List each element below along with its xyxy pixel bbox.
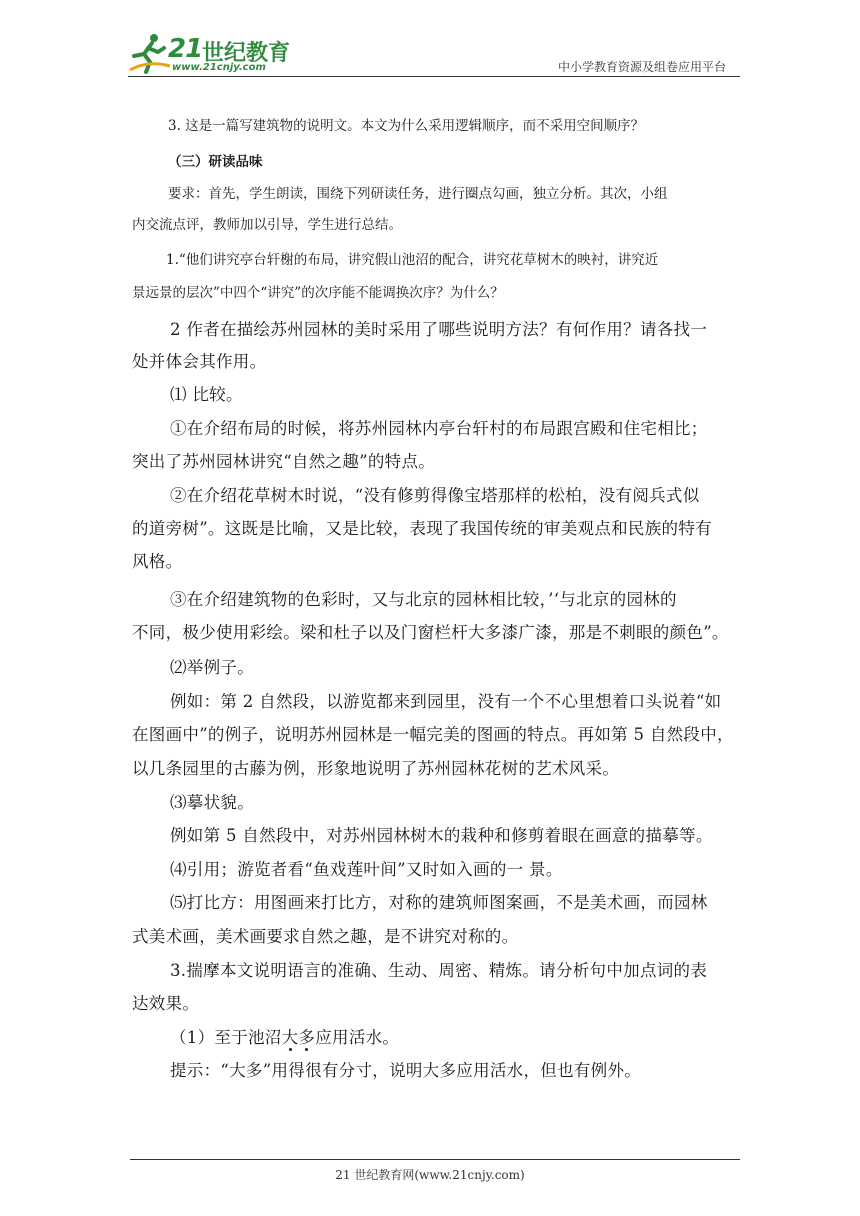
header-divider xyxy=(128,76,740,77)
comparison-3-line-2: 不同，极少使用彩绘。梁和杜子以及门窗栏杆大多漆广漆，那是不刺眼的颜色”。 xyxy=(132,623,729,642)
method-3-heading: ⑶摹状貌。 xyxy=(170,793,254,812)
method-2-heading: ⑵举例子。 xyxy=(170,658,254,677)
method-4-line: ⑷引用；游览者看“鱼戏莲叶间”又时如入画的一 景。 xyxy=(170,860,563,879)
comparison-2-line-3: 风格。 xyxy=(132,552,183,571)
runner-logo-icon xyxy=(128,30,172,74)
dotted-char-1: 大 xyxy=(281,1028,299,1047)
question-3: 3. 这是一篇写建筑物的说明文。本文为什么采用逻辑顺序，而不采用空间顺序？ xyxy=(168,118,645,134)
task-1-line-1: 1.“他们讲究亭台轩榭的布局，讲究假山池沼的配合，讲究花草树木的映衬，讲究近 xyxy=(166,252,659,268)
comparison-3-line-1: ③在介绍建筑物的色彩时，又与北京的园林相比较，’‘与北京的园林的 xyxy=(170,590,677,609)
task-2-line-2: 处并体会其作用。 xyxy=(132,352,267,371)
comparison-2-line-1: ②在介绍花草树木时说，“没有修剪得像宝塔那样的松柏，没有阅兵式似 xyxy=(170,486,700,505)
platform-name: 中小学教育资源及组卷应用平台 xyxy=(557,60,726,74)
requirement-line-2: 内交流点评，教师加以引导，学生进行总结。 xyxy=(132,217,402,233)
page-footer: 21 世纪教育网(www.21cnjy.com) xyxy=(335,1168,525,1182)
logo-number: 21 xyxy=(168,34,203,64)
comparison-2-line-2: 的道旁树”。这既是比喻，又是比较，表现了我国传统的审美观点和民族的特有 xyxy=(132,519,712,538)
description-line: 例如第 5 自然段中，对苏州园林树木的栽种和修剪着眼在画意的描摹等。 xyxy=(170,826,713,845)
footer-divider xyxy=(130,1159,740,1160)
section-heading: （三）研读品味 xyxy=(168,154,263,170)
example-line-1: 例如：第 2 自然段，以游览都来到园里，没有一个不心里想着口头说着“如 xyxy=(170,692,722,711)
method-5-line-1: ⑸打比方：用图画来打比方，对称的建筑师图案画，不是美术画，而园林 xyxy=(170,893,708,912)
method-1-heading: ⑴ 比较。 xyxy=(170,385,243,404)
task-2-line-1: 2 作者在描绘苏州园林的美时采用了哪些说明方法？有何作用？请各找一 xyxy=(170,320,708,339)
example-sentence xyxy=(170,1024,399,1048)
hint-line: 提示：“大多”用得很有分寸，说明大多应用活水，但也有例外。 xyxy=(170,1061,642,1080)
comparison-1-line-2: 突出了苏州园林讲究“自然之趣”的特点。 xyxy=(132,452,436,471)
task-3-line-1: 3.揣摩本文说明语言的准确、生动、周密、精炼。请分析句中加点词的表 xyxy=(170,961,708,980)
dotted-char-2: 多 xyxy=(298,1028,316,1047)
example-line-3: 以几条园里的古藤为例，形象地说明了苏州园林花树的艺术风采。 xyxy=(132,759,620,778)
example-line-2: 在图画中”的例子，说明苏州园林是一幅完美的图画的特点。再如第 5 自然段中， xyxy=(132,725,734,744)
method-5-line-2: 式美术画，美术画要求自然之趣，是不讲究对称的。 xyxy=(132,927,519,946)
logo-url: www.21cnjy.com xyxy=(172,62,266,73)
logo-text: 世纪教育 xyxy=(202,41,291,66)
page-header xyxy=(128,30,740,78)
task-1-line-2: 景远景的层次”中四个“讲究”的次序能不能调换次序？为什么？ xyxy=(132,285,504,301)
site-logo xyxy=(128,30,298,74)
comparison-1-line-1: ①在介绍布局的时候，将苏州园林内亭台轩村的布局跟宫殿和住宅相比； xyxy=(170,419,708,438)
example-prefix: （1）至于池沼 xyxy=(170,1028,282,1047)
task-3-line-2: 达效果。 xyxy=(132,994,200,1013)
requirement-line-1: 要求：首先，学生朗读，围绕下列研读任务，进行圈点勾画，独立分析。其次，小组 xyxy=(168,186,668,202)
example-suffix: 应用活水。 xyxy=(315,1028,400,1047)
